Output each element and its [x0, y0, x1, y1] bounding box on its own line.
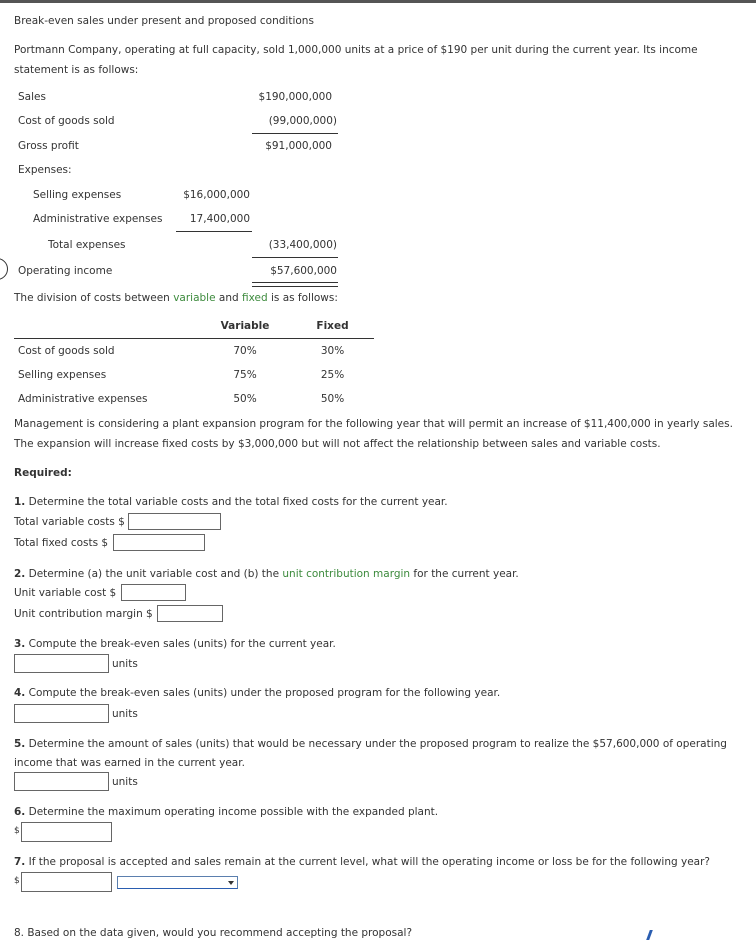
side-circle-control[interactable]: [0, 258, 8, 280]
division-text: [14, 292, 338, 304]
q1-text: Determine the total variable costs and the total fixed costs for the current year.: [25, 496, 448, 508]
unit-variable-cost-input[interactable]: [121, 584, 186, 601]
total-variable-costs-label: Total variable costs $: [14, 516, 125, 528]
row-label: Cost of goods sold: [18, 345, 115, 357]
row-fixed: 50%: [320, 393, 345, 405]
selling-expenses-value: $16,000,000: [183, 189, 250, 201]
cogs-label: Cost of goods sold: [18, 115, 115, 127]
unit-contribution-margin-link[interactable]: unit contribution margin: [282, 568, 411, 580]
unit-contribution-margin-input[interactable]: [157, 605, 223, 622]
fixed-link[interactable]: fixed: [241, 292, 268, 304]
operating-income-label: Operating income: [18, 265, 113, 277]
q5-units-label: units: [112, 776, 138, 788]
q1-number: 1.: [14, 496, 26, 508]
operating-income-value: $57,600,000: [270, 265, 337, 277]
unit-contribution-margin-label: Unit contribution margin $: [14, 608, 153, 620]
admin-underline: [176, 231, 252, 232]
q5-line-1: Determine the amount of sales (units) that would be necessary under the proposed program to realize the $57,600,000 of operating: [25, 738, 727, 750]
q3-units-input[interactable]: [14, 654, 109, 673]
q5-line-2: income that was earned in the current year.: [14, 757, 245, 769]
question-5: [14, 738, 727, 750]
q3-text: Compute the break-even sales (units) for the current year.: [25, 638, 336, 650]
row-label: Administrative expenses: [18, 393, 148, 405]
total-expenses-underline: [252, 257, 338, 258]
required-heading: Required:: [14, 467, 72, 479]
row-fixed: 25%: [320, 369, 345, 381]
q7-income-loss-select[interactable]: [117, 876, 238, 889]
cogs-value: (99,000,000): [268, 115, 337, 127]
q5-units-input[interactable]: [14, 772, 109, 791]
total-expenses-label: Total expenses: [48, 239, 126, 251]
q7-amount-input[interactable]: [21, 872, 112, 892]
q6-text: Determine the maximum operating income possible with the expanded plant.: [25, 806, 439, 818]
table-header-rule: [14, 338, 374, 339]
sales-label: Sales: [18, 91, 46, 103]
q4-text: Compute the break-even sales (units) under the proposed program for the following year.: [25, 687, 501, 699]
q2-number: 2.: [14, 568, 26, 580]
question-2: [14, 568, 519, 580]
division-text-post: is as follows:: [267, 292, 338, 304]
page-title: Break-even sales under present and proposed conditions: [14, 15, 314, 27]
top-border: [0, 0, 756, 3]
q6-currency: $: [14, 826, 20, 836]
management-line-2: The expansion will increase fixed costs by $3,000,000 but will not affect the relationship between sales and variable costs.: [14, 438, 661, 450]
q2-text-post: for the current year.: [410, 568, 519, 580]
q3-number: 3.: [14, 638, 26, 650]
selling-expenses-label: Selling expenses: [33, 189, 122, 201]
q3-units-label: units: [112, 658, 138, 670]
admin-expenses-label: Administrative expenses: [33, 213, 163, 225]
q4-number: 4.: [14, 687, 26, 699]
question-4: [14, 687, 500, 699]
q4-units-label: units: [112, 708, 138, 720]
expenses-label: Expenses:: [18, 164, 72, 176]
intro-line-1: Portmann Company, operating at full capacity, sold 1,000,000 units at a price of $190 per unit during the current year. Its income: [14, 44, 698, 56]
q2-text-pre: Determine (a) the unit variable cost and (b) the: [25, 568, 283, 580]
q4-units-input[interactable]: [14, 704, 109, 723]
question-7: [14, 856, 710, 868]
q7-number: 7.: [14, 856, 26, 868]
row-label: Selling expenses: [18, 369, 107, 381]
cogs-underline: [252, 133, 338, 134]
q7-text: If the proposal is accepted and sales remain at the current level, what will the operating income or loss be for the following year?: [25, 856, 710, 868]
gross-profit-label: Gross profit: [18, 140, 79, 152]
division-text-mid: and: [215, 292, 242, 304]
admin-expenses-value: 17,400,000: [189, 213, 250, 225]
question-6: [14, 806, 438, 818]
header-fixed: Fixed: [316, 320, 349, 332]
management-line-1: Management is considering a plant expansion program for the following year that will permit an increase of $11,400,000 in yearly sales.: [14, 418, 733, 430]
gross-profit-value: $91,000,000: [265, 140, 332, 152]
q7-currency: $: [14, 876, 20, 886]
row-variable: 70%: [233, 345, 257, 357]
unit-variable-cost-label: Unit variable cost $: [14, 587, 117, 599]
operating-income-double-underline: [252, 282, 338, 287]
total-expenses-value: (33,400,000): [268, 239, 337, 251]
question-8-partial: [14, 927, 434, 939]
variable-link[interactable]: variable: [173, 292, 216, 304]
division-text-pre: The division of costs between: [14, 292, 174, 304]
row-fixed: 30%: [320, 345, 345, 357]
row-variable: 75%: [233, 369, 257, 381]
q8-text: 8. Based on the data given, would you recommend accepting the proposal?: [14, 927, 413, 939]
question-1: [14, 496, 448, 508]
check-icon: [646, 930, 663, 940]
sales-value: $190,000,000: [258, 91, 332, 103]
intro-line-2: statement is as follows:: [14, 64, 139, 76]
chevron-down-icon: [228, 881, 234, 885]
q6-number: 6.: [14, 806, 26, 818]
question-3: [14, 638, 336, 650]
q6-amount-input[interactable]: [21, 822, 112, 842]
total-fixed-costs-input[interactable]: [113, 534, 205, 551]
header-variable: Variable: [220, 320, 270, 332]
q5-number: 5.: [14, 738, 26, 750]
total-variable-costs-input[interactable]: [128, 513, 221, 530]
total-fixed-costs-label: Total fixed costs $: [14, 537, 109, 549]
row-variable: 50%: [233, 393, 257, 405]
